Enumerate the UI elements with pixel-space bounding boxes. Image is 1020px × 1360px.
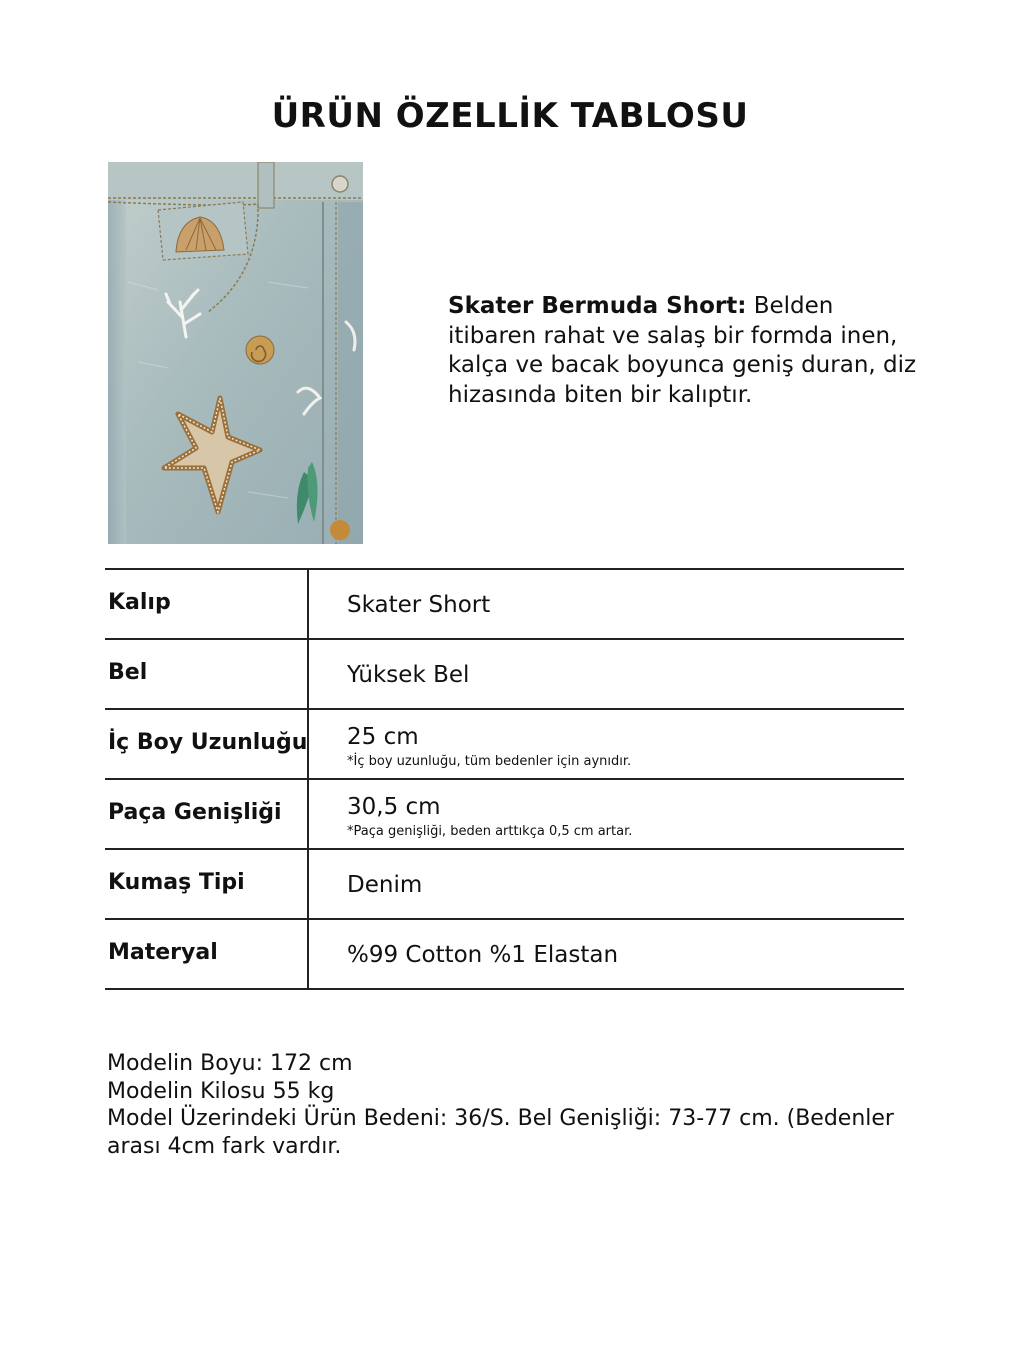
spec-label: Materyal — [108, 940, 218, 965]
spec-row-materyal — [105, 920, 904, 990]
denim-shorts-photo-icon — [108, 162, 363, 544]
spec-row-bel — [105, 640, 904, 710]
spec-value: Yüksek Bel — [347, 662, 470, 688]
column-divider — [307, 780, 309, 850]
spec-note: *İç boy uzunluğu, tüm bedenler için aynıdır. — [347, 754, 632, 769]
spec-label: İç Boy Uzunluğu — [108, 730, 308, 755]
product-description-text: Belden itibaren rahat ve salaş bir formda inen, kalça ve bacak boyunca geniş duran, diz hizasında biten bir kalıptır. — [448, 293, 917, 408]
spec-label: Paça Genişliği — [108, 800, 282, 825]
spec-row-kalip — [105, 570, 904, 640]
spec-value: 25 cm — [347, 724, 419, 750]
product-name: Skater Bermuda Short: — [448, 293, 747, 319]
column-divider — [307, 570, 309, 640]
model-weight: Modelin Kilosu 55 kg — [107, 1078, 335, 1104]
page-title: ÜRÜN ÖZELLİK TABLOSU — [271, 96, 749, 136]
column-divider — [307, 920, 309, 990]
product-description — [448, 292, 918, 410]
spec-value: %99 Cotton %1 Elastan — [347, 942, 619, 968]
model-height: Modelin Boyu: 172 cm — [107, 1051, 353, 1076]
product-image — [108, 162, 363, 544]
column-divider — [307, 850, 309, 920]
spec-value: Skater Short — [347, 592, 491, 618]
spec-row-ic-boy — [105, 710, 904, 780]
spec-value: Denim — [347, 872, 423, 898]
model-size: Model Üzerindeki Ürün Bedeni: 36/S. Bel Genişliği: 73-77 cm. (Bedenler arası 4cm fark vardır. — [107, 1106, 894, 1159]
spec-value: 30,5 cm — [347, 794, 441, 820]
spec-row-paca — [105, 780, 904, 850]
spec-label: Bel — [108, 660, 148, 685]
column-divider — [307, 640, 309, 710]
spec-row-kumas — [105, 850, 904, 920]
column-divider — [307, 710, 309, 780]
spec-label: Kalıp — [108, 590, 171, 615]
spec-note: *Paça genişliği, beden arttıkça 0,5 cm artar. — [347, 824, 633, 839]
spec-label: Kumaş Tipi — [108, 870, 245, 895]
model-info — [107, 1050, 907, 1160]
spec-table — [105, 568, 904, 990]
